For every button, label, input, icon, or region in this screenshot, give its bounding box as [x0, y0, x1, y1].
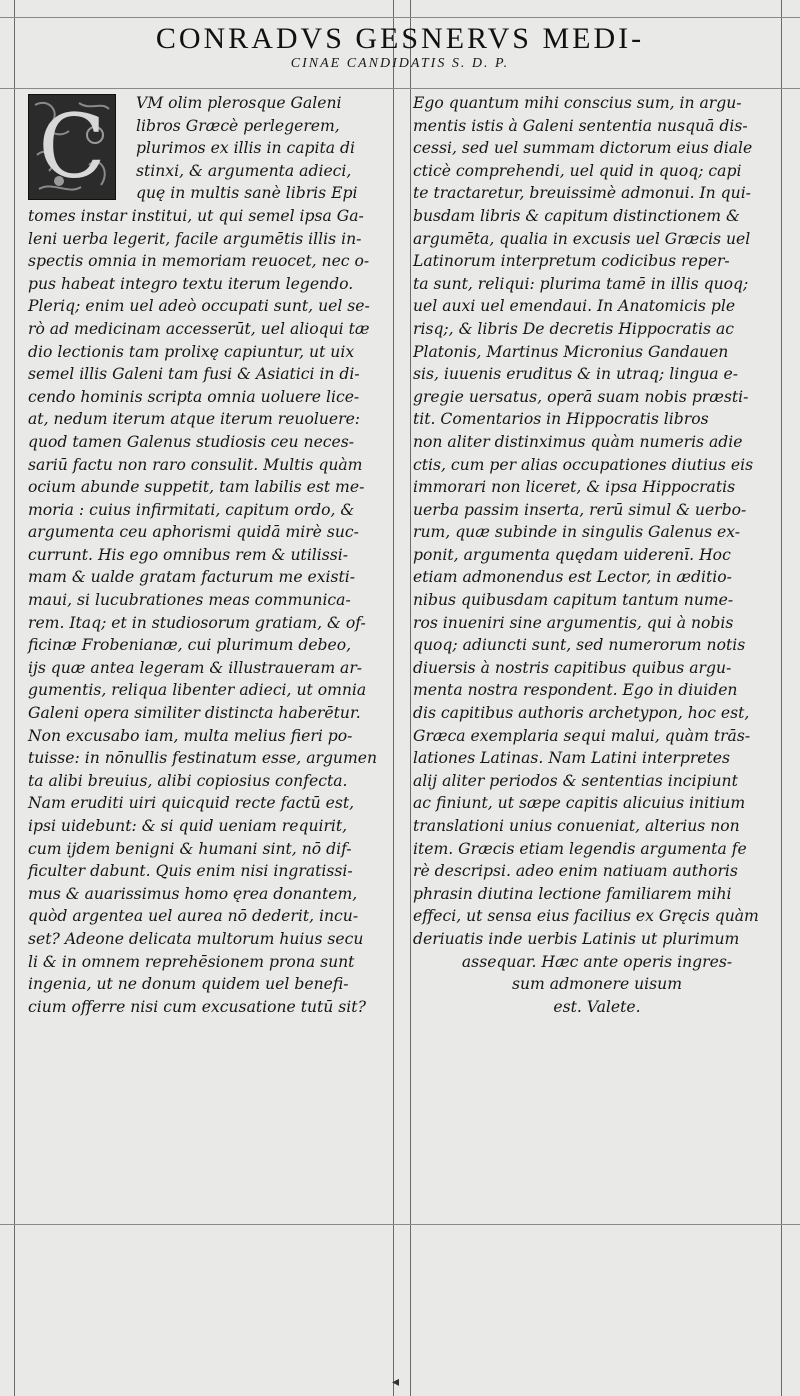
- text-line: rò ad medicinam accesserūt, uel alioqui tæ: [28, 319, 370, 338]
- text-line: sariū factu non raro consulit. Multis quàm: [28, 455, 363, 474]
- text-line: translationi unius conueniat, alterius non: [413, 817, 740, 835]
- text-line: cticè comprehendi, uel quid in quoq; capi: [413, 161, 742, 180]
- text-line: lationes Latinas. Nam Latini interpretes: [413, 749, 731, 768]
- text-line: tomes instar institui, ut qui semel ipsa Ga-: [28, 206, 364, 225]
- text-line: uerba passim inserta, rerū simul & uerbo-: [413, 500, 747, 519]
- text-line: quod tamen Galenus studiosis ceu neces-: [28, 432, 355, 451]
- text-line: ctis, cum per alias occupationes diutius eis: [413, 455, 754, 474]
- text-line: argumēta, qualia in excusis uel Græcis uel: [413, 229, 751, 248]
- page-rule-left: [14, 0, 15, 1396]
- text-line: menta nostra respondent. Ego in diuiden: [413, 681, 738, 700]
- text-line: rem. Itaq; et in studiosorum gratiam, & of-: [28, 613, 366, 632]
- text-line: cum ijdem benigni & humani sint, nō dif-: [28, 839, 352, 858]
- text-line: li & in omnem reprehēsionem prona sunt: [28, 952, 355, 971]
- text-line: Græca exemplaria sequi malui, quàm trās-: [413, 726, 751, 745]
- text-line: tuisse: in nōnullis festinatum esse, argumen: [28, 749, 378, 768]
- text-line: te tractaretur, breuissimè admonui. In qui-: [413, 184, 751, 203]
- text-line: set? Adeone delicata multorum huius secu: [28, 929, 364, 948]
- text-line: est. Valete.: [553, 997, 641, 1016]
- text-line: nibus quibusdam capitum tantum nume-: [413, 591, 734, 610]
- text-line: assequar. Hæc ante operis ingres-: [461, 952, 733, 971]
- text-line: ac finiunt, ut sæpe capitis alicuius initium: [413, 794, 746, 813]
- text-line: stinxi, & argumenta adieci,: [136, 161, 352, 180]
- text-line: rum, quæ subinde in singulis Galenus ex-: [413, 523, 741, 542]
- text-line: quòd argentea uel aurea nō dederit, incu-: [28, 907, 359, 926]
- text-line: risq;, & libris De decretis Hippocratis ac: [413, 319, 734, 338]
- text-line: ros inueniri sine argumentis, qui à nobis: [413, 613, 734, 632]
- text-line: currunt. His ego omnibus rem & utilissi-: [28, 545, 349, 564]
- text-line: plurimos ex illis in capita di: [136, 139, 355, 158]
- text-line: Platonis, Martinus Micronius Gandauen: [413, 342, 729, 361]
- column-divider-right: [410, 0, 411, 1396]
- text-line: moria : cuius infirmitati, capitum ordo, &: [28, 500, 355, 519]
- initial-letter: C: [38, 95, 106, 198]
- page-title: CONRADVS GESNERVS MEDI-: [155, 22, 645, 55]
- text-line: dio lectionis tam prolixę capiuntur, ut uix: [28, 342, 355, 361]
- text-line: ficulter dabunt. Quis enim nisi ingratissi-: [28, 862, 353, 881]
- text-line: dis capitibus authoris archetypon, hoc est,: [413, 704, 750, 723]
- text-line: immorari non liceret, & ipsa Hippocratis: [413, 478, 736, 497]
- text-line: ficinæ Frobenianæ, cui plurimum debeo,: [28, 636, 352, 655]
- text-line: maui, si lucubrationes meas communica-: [28, 591, 351, 610]
- text-line: etiam admonendus est Lector, in æditio-: [413, 568, 732, 587]
- text-line: ingenia, ut ne donum quidem uel benefi-: [28, 975, 349, 994]
- text-line: spectis omnia in memoriam reuocet, nec o-: [28, 252, 370, 271]
- lower-rule: [0, 1224, 800, 1225]
- text-line: libros Græcè perlegerem,: [136, 116, 340, 135]
- text-line: ta sunt, reliqui: plurima tamē in illis quoq;: [413, 274, 749, 293]
- text-line: gumentis, reliqua libenter adieci, ut omnia: [28, 681, 367, 700]
- text-line: quę in multis sanè libris Epi: [136, 184, 358, 203]
- text-line: mam & ualde gratam facturum me existi-: [28, 568, 356, 587]
- text-line: uel auxi uel emendaui. In Anatomicis ple: [413, 297, 736, 316]
- text-line: sis, iuuenis eruditus & in utraq; lingua e-: [413, 365, 739, 384]
- text-line: cium offerre nisi cum excusatione tutū sit?: [28, 997, 366, 1016]
- page-subtitle: CINAE CANDIDATIS S. D. P.: [290, 56, 510, 71]
- text-line: deriuatis inde uerbis Latinis ut plurimum: [413, 929, 740, 948]
- text-line: Pleriq; enim uel adeò occupati sunt, uel se-: [28, 297, 370, 316]
- text-line: busdam libris & capitum distinctionem &: [413, 206, 740, 225]
- text-line: ocium abunde suppetit, tam labilis est me-: [28, 478, 365, 497]
- text-line: effeci, ut sensa eius facilius ex Gręcis quàm: [413, 907, 759, 926]
- column-divider-left: [393, 0, 394, 1396]
- text-line: Nam eruditi uiri quicquid recte factū est,: [28, 794, 355, 813]
- text-line: ijs quæ antea legeram & illustraueram ar-: [28, 658, 363, 677]
- text-line: Non excusabo iam, multa melius fieri po-: [28, 726, 353, 745]
- text-line: argumenta ceu aphorismi quidā mirè suc-: [28, 523, 359, 542]
- text-line: cessi, sed uel summam dictorum eius diale: [413, 139, 753, 158]
- text-line: quoq; adiuncti sunt, sed numerorum notis: [413, 636, 746, 655]
- text-line: phrasin diutina lectione familiarem mihi: [413, 884, 732, 903]
- text-line: non aliter distinximus quàm numeris adie: [413, 432, 743, 451]
- text-line: Latinorum interpretum codicibus reper-: [413, 252, 730, 271]
- text-line: Galeni opera similiter distincta haberētur.: [28, 704, 361, 723]
- left-column: [28, 92, 392, 1018]
- header-rule: [0, 17, 800, 18]
- text-line: alij aliter periodos & sententias incipiunt: [413, 771, 738, 790]
- text-line: mentis istis à Galeni sententia nusquā dis-: [413, 116, 748, 135]
- text-line: gregie uersatus, operā suam nobis præsti-: [413, 387, 749, 406]
- text-line: pus habeat integro textu iterum legendo.: [28, 274, 354, 293]
- text-line: sum admonere uisum: [511, 975, 683, 994]
- text-line: cendo hominis scripta omnia uoluere lice-: [28, 387, 360, 406]
- text-line: ipsi uidebunt: & si quid ueniam requirit,: [28, 817, 348, 835]
- text-line: at, nedum iterum atque iterum reuoluere:: [28, 410, 361, 429]
- right-column: [413, 92, 781, 1018]
- text-line: mus & auarissimus homo ęrea donantem,: [28, 884, 358, 903]
- text-line: ponit, argumenta quędam uiderenī. Hoc: [413, 545, 731, 564]
- text-line: semel illis Galeni tam fusi & Asiatici in di-: [28, 365, 360, 384]
- body-rule: [0, 88, 800, 89]
- page-rule-right: [781, 0, 782, 1396]
- text-line: diuersis à nostris capitibus quibus argu-: [413, 658, 732, 677]
- text-line: ta alibi breuius, alibi copiosius confecta.: [28, 771, 348, 790]
- text-line: leni uerba legerit, facile argumētis illis in-: [28, 229, 362, 248]
- page-footer-mark: ◂: [392, 1374, 400, 1390]
- text-line: item. Græcis etiam legendis argumenta fe: [413, 839, 747, 858]
- text-line: tit. Comentarios in Hippocratis libros: [413, 410, 709, 429]
- text-line: rè descripsi. adeo enim natiuam authoris: [413, 862, 738, 881]
- text-line: VM olim plerosque Galeni: [136, 94, 342, 112]
- text-line: Ego quantum mihi conscius sum, in argu-: [413, 94, 742, 112]
